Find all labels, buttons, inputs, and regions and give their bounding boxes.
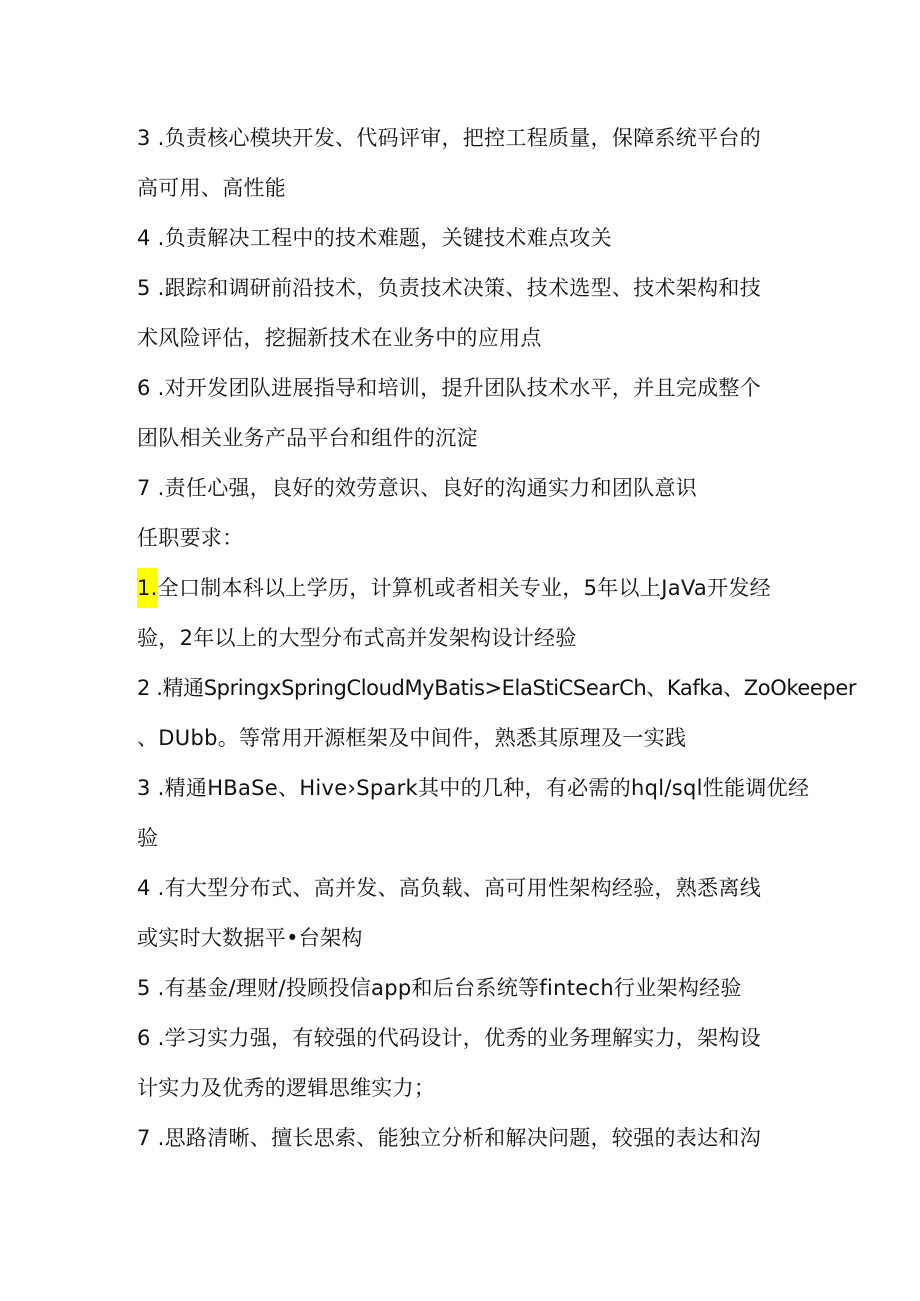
duty-item-5-line-1: 5 .跟踪和调研前沿技术，负责技术决策、技术选型、技术架构和技 — [137, 276, 762, 300]
requirement-item-4-line-1: 4 .有大型分布式、高并发、高负载、高可用性架构经验，熟悉离线 — [137, 876, 762, 900]
requirement-item-1-text: 全口制本科以上学历，计算机或者相关专业，5年以上JaVa开发经 — [157, 576, 771, 600]
requirement-item-3-line-2: 验 — [137, 826, 159, 850]
requirement-item-7-line-1: 7 .思路清晰、擅长思索、能独立分析和解决问题，较强的表达和沟 — [137, 1126, 762, 1150]
requirement-item-6-line-2: 计实力及优秀的逻辑思维实力； — [137, 1076, 436, 1100]
requirement-item-2-line-2: 、DUbb。等常用开源框架及中间件，熟悉其原理及一实践 — [137, 726, 687, 750]
duty-item-5-line-2: 术风险评估，挖掘新技术在业务中的应用点 — [137, 326, 542, 350]
requirement-item-1-line-1 — [137, 563, 797, 613]
requirements-heading: 任职要求： — [137, 526, 244, 550]
requirement-item-6-line-1: 6 .学习实力强，有较强的代码设计，优秀的业务理解实力，架构设 — [137, 1026, 762, 1050]
highlight-marker: 1. — [137, 568, 158, 608]
duty-item-6-line-2: 团队相关业务产品平台和组件的沉淀 — [137, 426, 478, 450]
requirement-item-3-line-1: 3 .精通HBaSe、Hive›Spark其中的几种，有必需的hql/sql性能调优经 — [137, 776, 810, 800]
duty-item-6-line-1: 6 .对开发团队进展指导和培训，提升团队技术水平，并且完成整个 — [137, 376, 762, 400]
duty-item-4: 4 .负责解决工程中的技术难题，关键技术难点攻关 — [137, 226, 612, 250]
requirement-item-4-line-2: 或实时大数据平•台架构 — [137, 926, 363, 950]
document-body — [137, 113, 857, 1163]
requirement-item-5: 5 .有基金/理财/投顾投信app和后台系统等fintech行业架构经验 — [137, 976, 742, 1000]
duty-item-3-line-2: 高可用、高性能 — [137, 176, 287, 200]
requirement-item-1-line-2: 验，2年以上的大型分布式高并发架构设计经验 — [137, 626, 577, 650]
duty-item-3-line-1: 3 .负责核心模块开发、代码评审，把控工程质量，保障系统平台的 — [137, 126, 762, 150]
duty-item-7: 7 .责任心强，良好的效劳意识、良好的沟通实力和团队意识 — [137, 476, 698, 500]
requirement-item-2-line-1: 2 .精通SpringxSpringCloudMyBatis>ElaStiCSearCh、Kafka、ZoOkeeper — [137, 676, 857, 700]
